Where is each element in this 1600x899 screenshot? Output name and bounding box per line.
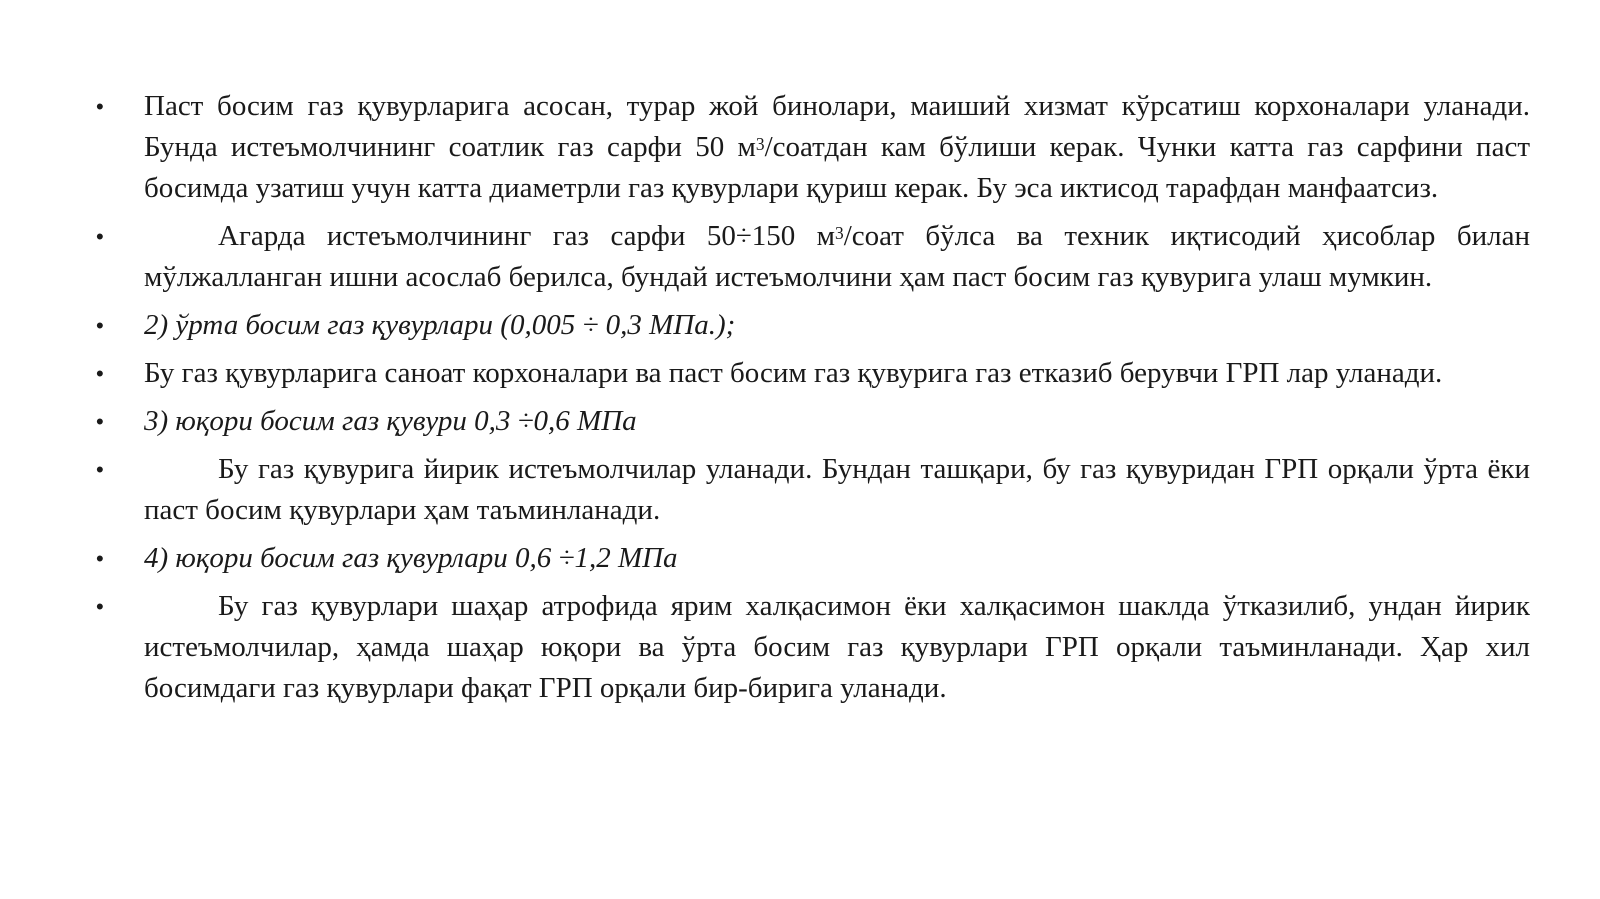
list-item-text: [144, 216, 1530, 298]
bullet-icon: •: [96, 594, 104, 619]
list-item-high-pressure-heading: [96, 401, 1530, 442]
list-item-text: 2) ўрта босим газ қувурлари (0,005 ÷ 0,3 МПа.);: [144, 309, 736, 341]
list-item-text: Бу газ қувурлари шаҳар атрофида ярим халқасимон ёки халқасимон шаклда ўтказилиб, ундан йирик истеъмолчилар, ҳамда шаҳар юқори ва ўрта босим газ қувурлари ГРП орқали таъминланади. Ҳар хил босимдаги газ қувурлари фақат ГРП орқали бир-бирига уланади.: [144, 590, 1530, 704]
text-segment: /соатдан кам бўлиши керак. Чунки катта газ сарфини паст босимда узатиш учун катта диаметрли газ қувурлари қуриш керак. Бу эса иктисод тарафдан манфаатсиз.: [144, 131, 1530, 204]
bullet-icon: •: [96, 546, 104, 571]
list-item-text: Бу газ қувурларига саноат корхоналари ва паст босим газ қувурига газ етказиб берувчи ГРП лар уланади.: [144, 357, 1443, 389]
superscript: 3: [755, 133, 765, 154]
bullet-icon: •: [96, 313, 104, 338]
bullet-icon: •: [96, 457, 104, 482]
list-item-text: 4) юқори босим газ қувурлари 0,6 ÷1,2 МПа: [144, 542, 678, 574]
list-item-text: 3) юқори босим газ қувури 0,3 ÷0,6 МПа: [144, 405, 637, 437]
text-segment: Паст босим газ қувурларига асосан, турар жой бинолари, маиший хизмат кўрсатиш корхоналари уланади. Бунда истеъмолчининг соатлик газ сарфи 50 м: [144, 90, 1530, 163]
bullet-icon: •: [96, 409, 104, 434]
bullet-icon: •: [96, 361, 104, 386]
list-item-medium-pressure-desc: [96, 353, 1530, 394]
superscript: 3: [835, 222, 844, 243]
list-item-consumer-flow: [96, 216, 1530, 298]
list-item-very-high-pressure-heading: [96, 538, 1530, 579]
list-item-text: [144, 86, 1530, 209]
text-segment: /соат бўлса ва техник иқтисодий ҳисоблар билан мўлжалланган ишни асослаб берилса, бундай истеъмолчини ҳам паст босим газ қувурига улаш мумкин.: [144, 220, 1530, 293]
bullet-icon: •: [96, 94, 104, 119]
list-item-high-pressure-desc: [96, 449, 1530, 531]
list-item-medium-pressure-heading: [96, 305, 1530, 346]
bullet-icon: •: [96, 224, 104, 249]
list-item-text: Бу газ қувурига йирик истеъмолчилар уланади. Бундан ташқари, бу газ қувуридан ГРП орқали ўрта ёки паст босим қувурлари ҳам таъминланади.: [144, 453, 1530, 526]
list-item-very-high-pressure-desc: [96, 586, 1530, 709]
text-segment: Агарда истеъмолчининг газ сарфи 50÷150 м: [218, 220, 836, 252]
list-item-low-pressure: [96, 86, 1530, 209]
bullet-list: [96, 86, 1530, 716]
